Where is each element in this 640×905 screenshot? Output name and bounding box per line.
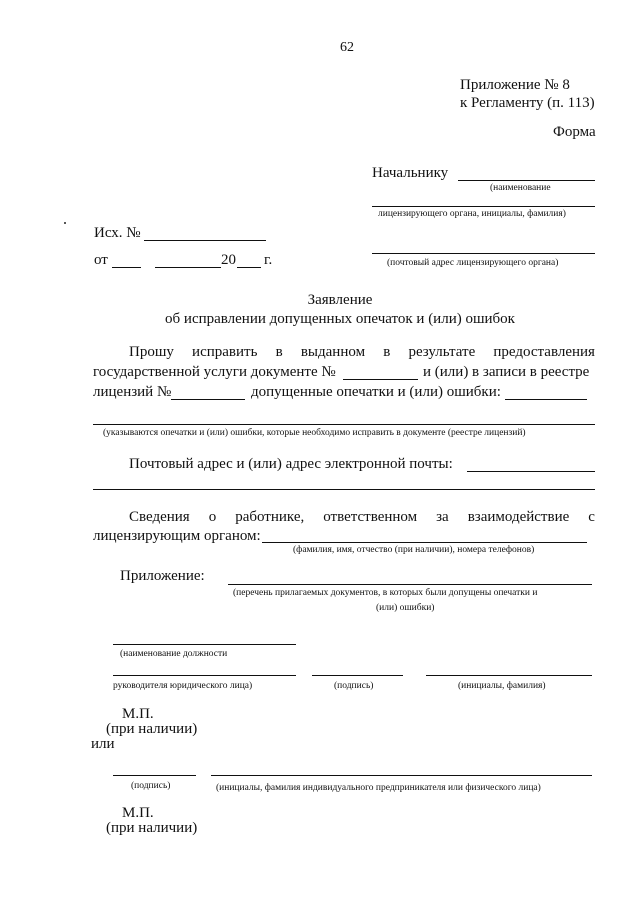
request-line-1 bbox=[129, 344, 595, 361]
addressee-org-hint: лицензирующего органа, инициалы, фамилия) bbox=[378, 209, 566, 219]
or-label: или bbox=[91, 736, 115, 752]
attachment-label: Приложение: bbox=[120, 568, 205, 584]
worker-info-word: о bbox=[208, 509, 217, 525]
position-hint: (наименование должности bbox=[120, 649, 228, 659]
worker-contact-line bbox=[262, 542, 587, 543]
request-line-3b: допущенные опечатки и (или) ошибки: bbox=[251, 384, 501, 400]
request-word: предоставления bbox=[493, 344, 595, 360]
errors-description-line bbox=[93, 424, 595, 425]
date-day-line bbox=[112, 267, 141, 268]
worker-info-line-2: лицензирующим органом: bbox=[93, 528, 261, 544]
errors-hint: (указываются опечатки и (или) ошибки, которые необходимо исправить в документе (реестре лицензий) bbox=[103, 428, 526, 438]
addressee-postal-hint: (почтовый адрес лицензирующего органа) bbox=[387, 258, 559, 268]
stamp-note-2: (при наличии) bbox=[106, 820, 198, 836]
date-year-suffix: г. bbox=[264, 252, 273, 268]
signature-hint: (подпись) bbox=[334, 681, 374, 691]
date-month-line bbox=[155, 267, 221, 268]
worker-info-word: ответственном bbox=[323, 509, 418, 525]
signature-line-2 bbox=[113, 775, 196, 776]
worker-info-word: Сведения bbox=[129, 509, 190, 525]
attachment-line bbox=[228, 584, 592, 585]
document-title: Заявление bbox=[307, 292, 373, 308]
appendix-number: Приложение № 8 bbox=[460, 77, 570, 93]
stamp-note-1: (при наличии) bbox=[106, 721, 198, 737]
appendix-reference: к Регламенту (п. 113) bbox=[460, 95, 595, 111]
request-word: в bbox=[275, 344, 283, 360]
postal-label: Почтовый адрес и (или) адрес электронной почты: bbox=[129, 456, 453, 472]
request-word: исправить bbox=[192, 344, 258, 360]
head-line bbox=[113, 675, 296, 676]
request-line-2a: государственной услуги документе № bbox=[93, 364, 336, 380]
worker-info-line-1 bbox=[129, 509, 595, 526]
head-hint: руководителя юридического лица) bbox=[113, 681, 253, 691]
worker-info-word: работнике, bbox=[235, 509, 305, 525]
position-line bbox=[113, 644, 296, 645]
addressee-naming-hint: (наименование bbox=[490, 183, 551, 193]
stamp-label-2: М.П. bbox=[122, 805, 154, 821]
form-label: Форма bbox=[553, 124, 596, 140]
worker-contact-hint: (фамилия, имя, отчество (при наличии), номера телефонов) bbox=[293, 545, 535, 555]
request-word: Прошу bbox=[129, 344, 174, 360]
request-word: результате bbox=[408, 344, 476, 360]
worker-info-word: взаимодействие bbox=[467, 509, 570, 525]
outgoing-date-label: от bbox=[94, 252, 108, 268]
scan-speck bbox=[64, 222, 66, 224]
attachment-hint-2: (или) ошибки) bbox=[376, 603, 435, 613]
document-subtitle: об исправлении допущенных опечаток и (или) ошибок bbox=[165, 311, 515, 327]
stamp-label-1: М.П. bbox=[122, 706, 154, 722]
entrepreneur-hint: (инициалы, фамилия индивидуального предприникателя или физического лица) bbox=[216, 783, 541, 793]
date-year-prefix: 20 bbox=[221, 252, 236, 268]
errors-inline-line bbox=[505, 399, 587, 400]
outgoing-number-label: Исх. № bbox=[94, 225, 141, 241]
addressee-postal-line bbox=[372, 253, 595, 254]
initials-line bbox=[426, 675, 592, 676]
date-year-line bbox=[237, 267, 261, 268]
signature-hint-2: (подпись) bbox=[131, 781, 171, 791]
document-number-line bbox=[343, 379, 418, 380]
signature-line bbox=[312, 675, 403, 676]
addressee-org-line bbox=[372, 206, 595, 207]
request-line-3a: лицензий № bbox=[93, 384, 172, 400]
postal-full-line bbox=[93, 489, 595, 490]
attachment-hint-1: (перечень прилагаемых документов, в которых были допущены опечатки и bbox=[233, 588, 538, 598]
initials-hint: (инициалы, фамилия) bbox=[458, 681, 546, 691]
request-word: в bbox=[383, 344, 391, 360]
worker-info-word: с bbox=[588, 509, 595, 525]
entrepreneur-line bbox=[211, 775, 592, 776]
worker-info-word: за bbox=[436, 509, 449, 525]
postal-inline-line bbox=[467, 471, 595, 472]
addressee-name-line bbox=[458, 180, 595, 181]
registry-number-line bbox=[171, 399, 245, 400]
addressee-label: Начальнику bbox=[372, 165, 449, 181]
page-number: 62 bbox=[340, 40, 354, 55]
outgoing-number-line bbox=[144, 240, 266, 241]
request-line-2b: и (или) в записи в реестре bbox=[423, 364, 590, 380]
request-word: выданном bbox=[300, 344, 366, 360]
